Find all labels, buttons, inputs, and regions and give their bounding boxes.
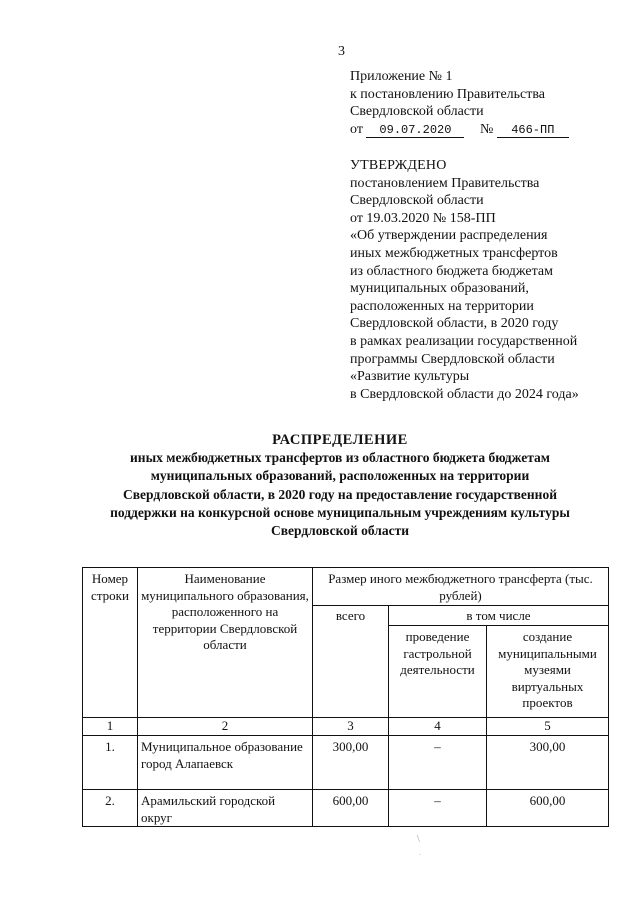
header-total: всего <box>313 606 389 718</box>
approved-line: муниципальных образований, <box>350 281 529 297</box>
date-prefix: от <box>350 121 363 137</box>
document-title <box>80 431 600 540</box>
header-municipality: Наименование муниципального образования, расположенного на территории Свердловской области <box>138 568 313 718</box>
row-museums: 600,00 <box>487 790 609 827</box>
header-museums: создание муниципальными музеями виртуальных проектов <box>487 626 609 718</box>
approved-line: иных межбюджетных трансфертов <box>350 245 558 261</box>
approved-line: из областного бюджета бюджетам <box>350 263 553 279</box>
approved-line: «Развитие культуры <box>350 369 470 385</box>
scan-mark: \ <box>417 834 420 845</box>
header-row-number: Номер строки <box>83 568 138 718</box>
row-number: 1. <box>83 736 138 790</box>
row-total: 300,00 <box>313 736 389 790</box>
appendix-block <box>350 68 569 138</box>
page-number: 3 <box>338 44 345 59</box>
approved-line: от 19.03.2020 № 158-ПП <box>350 210 496 226</box>
title-main: РАСПРЕДЕЛЕНИЕ <box>272 432 408 448</box>
column-number: 5 <box>487 718 609 736</box>
table-row <box>83 736 609 790</box>
column-number: 4 <box>389 718 487 736</box>
title-line: Свердловской области <box>270 523 410 539</box>
approved-line: в Свердловской области до 2024 года» <box>350 386 579 402</box>
row-name: Муниципальное образование город Алапаевск <box>138 736 313 790</box>
row-total: 600,00 <box>313 790 389 827</box>
row-number: 2. <box>83 790 138 827</box>
table-row <box>83 790 609 827</box>
document-date: 09.07.2020 <box>366 124 464 138</box>
row-touring: – <box>389 790 487 827</box>
row-touring: – <box>389 736 487 790</box>
header-transfer-size: Размер иного межбюджетного трансферта (тыс. рублей) <box>313 568 609 606</box>
header-including: в том числе <box>389 606 609 626</box>
header-touring: проведение гастрольной деятельности <box>389 626 487 718</box>
approved-heading: УТВЕРЖДЕНО <box>350 158 447 173</box>
distribution-table <box>82 567 609 827</box>
approved-line: Свердловской области, в 2020 году <box>350 316 559 332</box>
appendix-line: к постановлению Правительства <box>350 86 546 102</box>
title-line: муниципальных образований, расположенных на территории <box>150 468 530 484</box>
column-number: 2 <box>138 718 313 736</box>
approved-line: Свердловской области <box>350 193 484 209</box>
title-line: иных межбюджетных трансфертов из областного бюджета бюджетам <box>130 450 550 466</box>
title-line: поддержки на конкурсной основе муниципальным учреждениям культуры <box>110 504 570 520</box>
appendix-line: Свердловской области <box>350 104 484 119</box>
appendix-line: Приложение № 1 <box>350 69 453 84</box>
scan-mark: . <box>419 848 421 857</box>
approved-line: «Об утверждении распределения <box>350 228 548 244</box>
approved-line: расположенных на территории <box>350 298 534 314</box>
approved-line: в рамках реализации государственной <box>350 333 578 349</box>
title-line: Свердловской области, в 2020 году на предоставление государственной <box>123 486 557 502</box>
column-number: 1 <box>83 718 138 736</box>
approved-line: программы Свердловской области <box>350 351 555 367</box>
approved-block <box>350 157 579 403</box>
column-number: 3 <box>313 718 389 736</box>
row-museums: 300,00 <box>487 736 609 790</box>
approved-line: постановлением Правительства <box>350 175 540 191</box>
number-prefix: № <box>479 121 494 137</box>
row-name: Арамильский городской округ <box>138 790 313 827</box>
appendix-date-line <box>350 121 569 139</box>
document-number: 466-ПП <box>497 124 569 138</box>
